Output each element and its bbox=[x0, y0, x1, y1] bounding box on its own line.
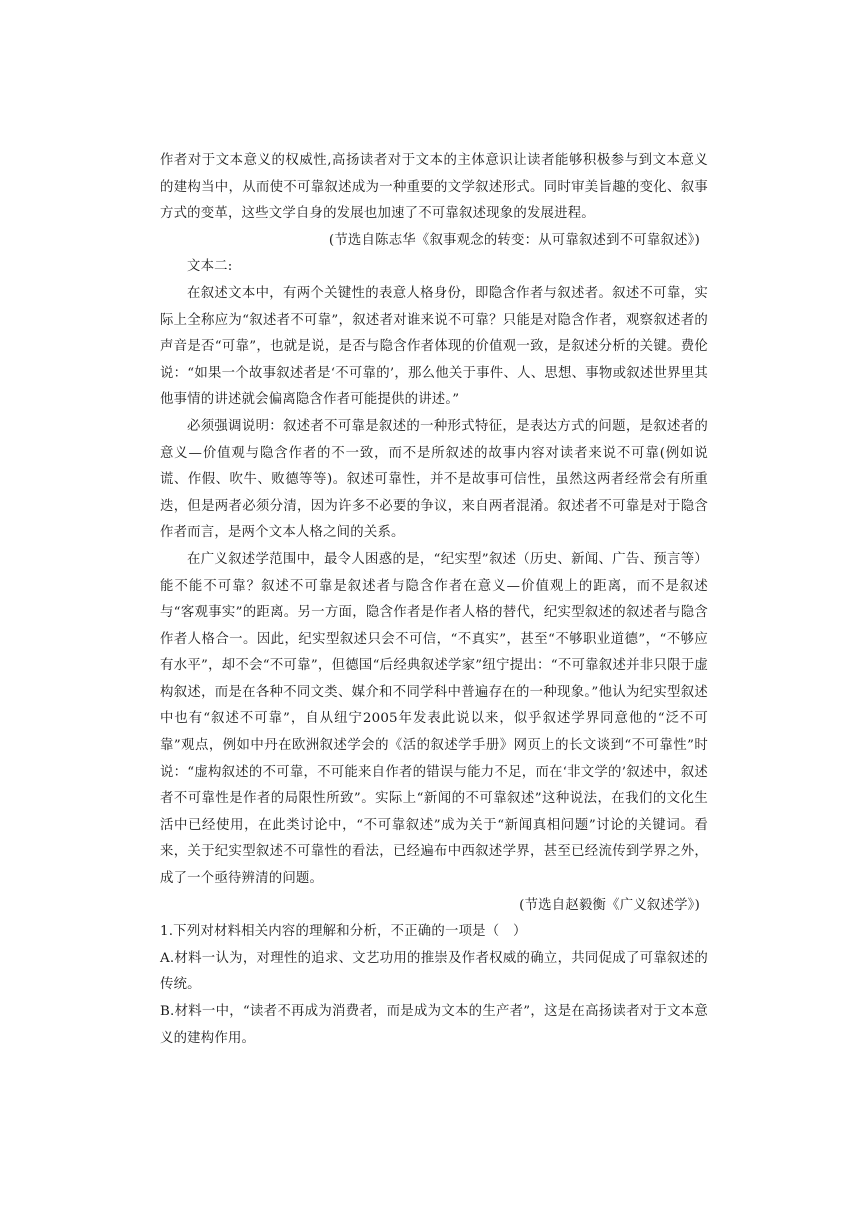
source-citation-text2: (节选自赵毅衡《广义叙述学》) bbox=[519, 897, 700, 913]
paragraph-text2-3: 在广义叙述学范围中，最令人困惑的是，“纪实型”叙述（历史、新闻、广告、预言等）能不能不可靠？叙述不可靠是叙述者与隐含作者在意义—价值观上的距离，而不是叙述与“客观事实”的距离。另一方面，隐含作者是作者人格的替代，纪实型叙述的叙述者与隐含作者人格合一。因此，纪实型叙述只会不可信，“不真实”，甚至“不够职业道德”，“不够应有水平”，却不会“不可靠”，但德国“后经典叙述学家”纽宁提出：“不可靠叙述并非只限于虚构叙述，而是在各种不同文类、媒介和不同学科中普遍存在的一种现象。”他认为纪实型叙述中也有“叙述不可靠”，自从纽宁2005年发表此说以来，似乎叙述学界同意他的“泛不可靠”观点，例如中丹在欧洲叙述学会的《活的叙述学手册》网页上的长文谈到“不可靠性”时说：“虚构叙述的不可靠，不可能来自作者的错误与能力不足，而在‘非文学的’叙述中，叙述者不可靠性是作者的局限性所致”。实际上“新闻的不可靠叙述”这种说法，在我们的文化生活中已经使用，在此类讨论中，“不可靠叙述”成为关于“新闻真相问题”讨论的关键词。看来，关于纪实型叙述不可靠性的看法，已经遍布中西叙述学界，甚至已经流传到学界之外，成了一个亟待辨清的问题。 bbox=[160, 551, 708, 887]
paragraph-text2-1: 在叙述文本中，有两个关键性的表意人格身份，即隐含作者与叙述者。叙述不可靠，实际上全称应为“叙述者不可靠”，叙述者对谁来说不可靠？只能是对隐含作者，观察叙述者的声音是否“可靠”，也就是说，是否与隐含作者体现的价值观一致，是叙述分析的关键。费伦说：“如果一个故事叙述者是‘不可靠的’，那么他关于事件、人、思想、事物或叙述世界里其他事情的讲述就会偏离隐含作者可能提供的讲述。” bbox=[160, 285, 708, 408]
option-a: A.材料一认为，对理性的追求、文艺功用的推崇及作者权威的确立，共同促成了可靠叙述的传统。 bbox=[160, 950, 708, 993]
question-1: 1.下列对材料相关内容的理解和分析，不正确的一项是（ ） bbox=[160, 924, 527, 940]
source-citation-text1: (节选自陈志华《叙事观念的转变：从可靠叙述到不可靠叙述》) bbox=[328, 232, 700, 248]
paragraph-text1-end: 作者对于文本意义的权威性,高扬读者对于文本的主体意识让读者能够积极参与到文本意义的建构当中，从而使不可靠叙述成为一种重要的文学叙述形式。同时审美旨趣的变化、叙事方式的变革，这些文学自身的发展也加速了不可靠叙述现象的发展进程。 bbox=[160, 153, 708, 222]
paragraph-text2-2: 必须强调说明：叙述者不可靠是叙述的一种形式特征，是表达方式的问题，是叙述者的意义—价值观与隐含作者的不一致，而不是所叙述的故事内容对读者来说不可靠(例如说谎、作假、吹牛、败德等等)。叙述可靠性，并不是故事可信性，虽然这两者经常会有所重迭，但是两者必须分清，因为许多不必要的争议，来自两者混淆。叙述者不可靠是对于隐含作者而言，是两个文本人格之间的关系。 bbox=[160, 418, 708, 541]
section-heading-text2: 文本二: bbox=[187, 259, 233, 275]
page-content bbox=[160, 148, 708, 1052]
option-b: B.材料一中，“读者不再成为消费者，而是成为文本的生产者”，这是在高扬读者对于文本意义的建构作用。 bbox=[160, 1004, 708, 1046]
